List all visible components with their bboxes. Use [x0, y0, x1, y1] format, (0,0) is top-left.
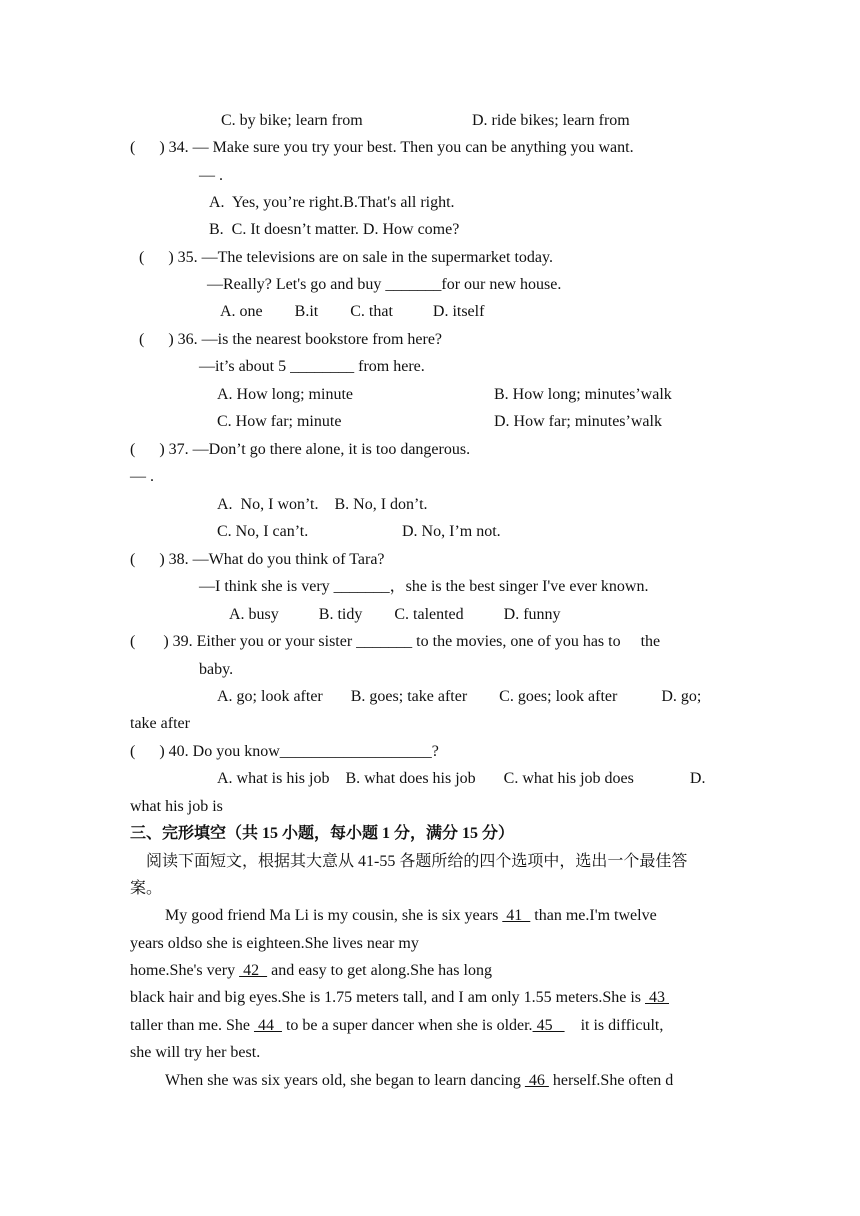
blank-41: 41 [502, 907, 531, 924]
q34-stem: ( ) 34. — Make sure you try your best. Then you can be anything you want. [130, 139, 634, 156]
q37-option-c: C. No, I can’t. [217, 523, 309, 540]
q33-option-d: D. ride bikes; learn from [472, 112, 630, 129]
passage-line: black hair and big eyes.She is 1.75 meters tall, and I am only 1.55 meters.She is 43 [130, 989, 669, 1006]
blank-46: 46 [524, 1072, 549, 1089]
q39-options: A. go; look after B. goes; take after C. goes; look after D. go; [217, 688, 702, 705]
q36-option-d: D. How far; minutes’walk [494, 413, 662, 430]
q37-option-d: D. No, I’m not. [402, 523, 501, 540]
q39-stem-cont: baby. [199, 661, 234, 678]
section3-instruction: 阅读下面短文，根据其大意从 41-55 各题所给的四个选项中，选出一个最佳答 [146, 853, 688, 870]
q39-stem: ( ) 39. Either you or your sister _______ to the movies, one of you has to the [130, 633, 661, 650]
passage-line: she will try her best. [130, 1044, 261, 1061]
q36-reply: —it’s about 5 ________ from here. [199, 358, 425, 375]
q37-option-ab: A. No, I won’t. B. No, I don’t. [217, 496, 428, 513]
passage-line: When she was six years old, she began to learn dancing 46 herself.She often d [165, 1072, 674, 1089]
blank-43: 43 [645, 989, 669, 1006]
passage-line: years oldso she is eighteen.She lives near my [130, 935, 419, 952]
passage-line: home.She's very 42 and easy to get along.She has long [130, 962, 492, 979]
q34-option-a: A. Yes, you’re right.B.That's all right. [209, 194, 455, 211]
blank-44: 44 [253, 1017, 282, 1034]
q35-reply: —Really? Let's go and buy _______for our new house. [207, 276, 562, 293]
q36-option-b: B. How long; minutes’walk [494, 386, 672, 403]
blank-45: 45 [532, 1017, 565, 1034]
q35-options: A. one B.it C. that D. itself [220, 303, 485, 320]
q33-option-c: C. by bike; learn from [221, 112, 363, 129]
q36-option-a: A. How long; minute [217, 386, 353, 403]
q40-options: A. what is his job B. what does his job C. what his job does D. [217, 770, 706, 787]
q34-option-b: B. C. It doesn’t matter. D. How come? [209, 221, 460, 238]
q39-options-cont: take after [130, 715, 190, 732]
section3-heading: 三、完形填空（共 15 小题，每小题 1 分，满分 15 分） [130, 825, 515, 842]
q36-stem: ( ) 36. —is the nearest bookstore from here? [139, 331, 443, 348]
q37-stem: ( ) 37. —Don’t go there alone, it is too dangerous. [130, 441, 471, 458]
q38-stem: ( ) 38. —What do you think of Tara? [130, 551, 385, 568]
q36-option-c: C. How far; minute [217, 413, 342, 430]
blank-42: 42 [239, 962, 268, 979]
q35-stem: ( ) 35. —The televisions are on sale in the supermarket today. [139, 249, 553, 266]
q40-options-cont: what his job is [130, 798, 223, 815]
q38-reply: —I think she is very _______，she is the best singer I've ever known. [199, 578, 649, 595]
passage-line: taller than me. She 44 to be a super dancer when she is older. 45 it is difficult, [130, 1017, 664, 1034]
q38-options: A. busy B. tidy C. talented D. funny [229, 606, 561, 623]
q40-stem: ( ) 40. Do you know___________________? [130, 743, 439, 760]
q34-reply: — . [199, 167, 223, 184]
q37-reply: — . [130, 468, 154, 485]
section3-instruction-cont: 案。 [130, 880, 163, 897]
passage-line: My good friend Ma Li is my cousin, she is six years 41 than me.I'm twelve [165, 907, 657, 924]
